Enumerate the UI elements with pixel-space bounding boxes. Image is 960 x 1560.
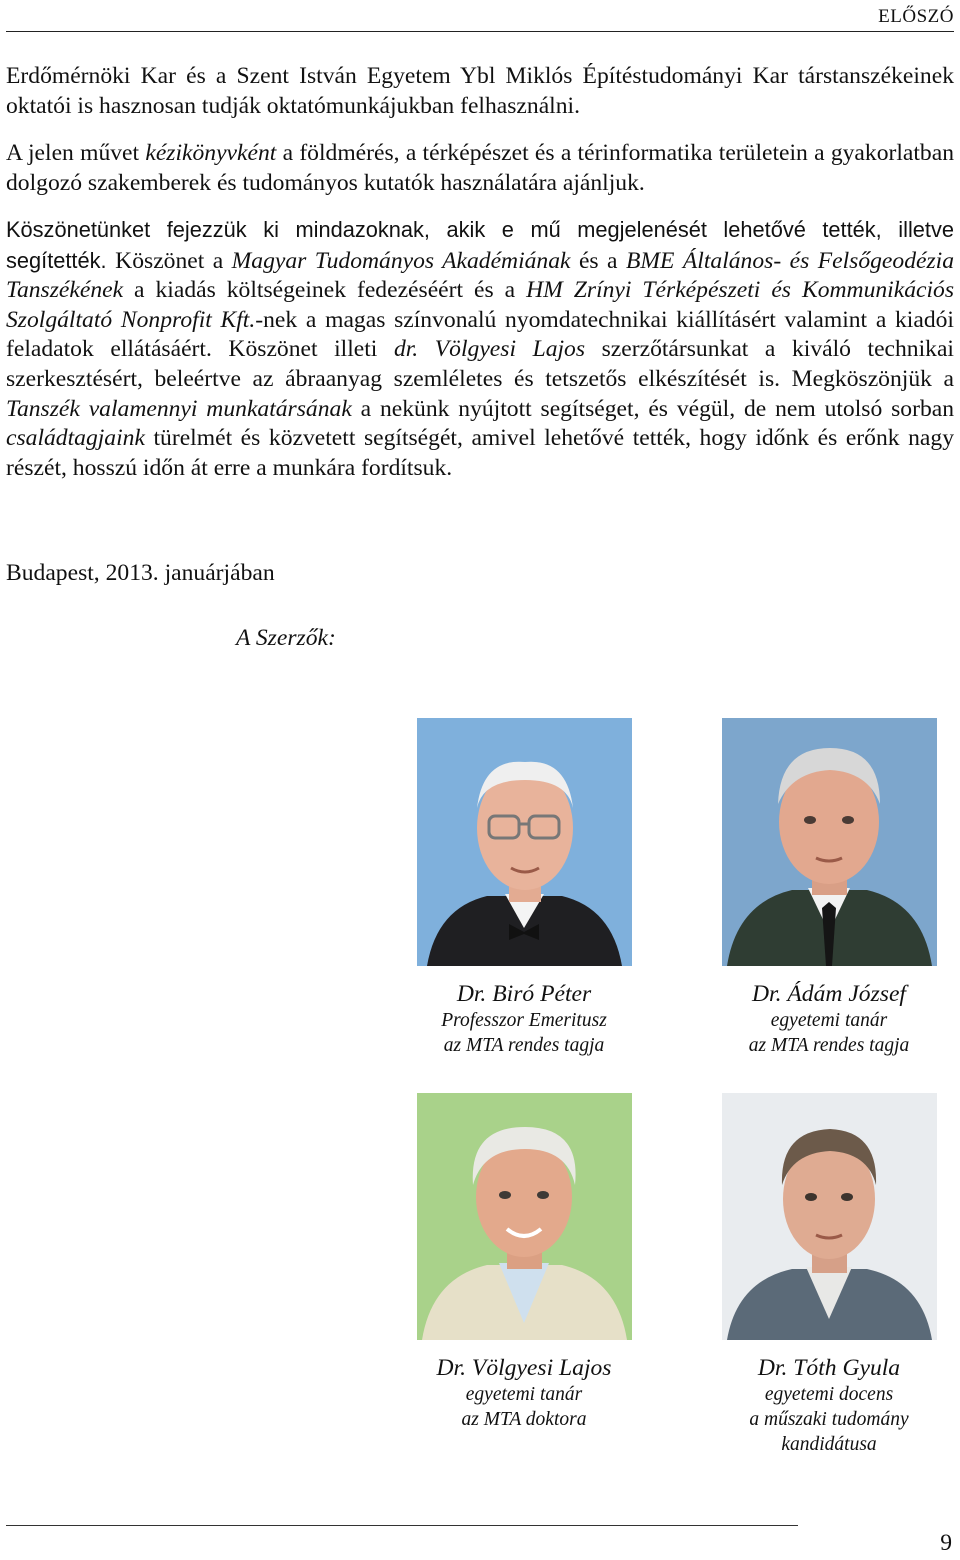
- p2-italic-handbook: kézikönyvként: [145, 140, 277, 166]
- p2-text-a: A jelen művet: [6, 140, 146, 166]
- authors-label: A Szerzők:: [236, 625, 336, 651]
- paragraph-1: Erdőmérnöki Kar és a Szent István Egyetem Ybl Miklós Építéstudományi Kar társtanszékeinek oktatói is hasznosan tudják oktatómunkájukban felhasználni.: [6, 63, 954, 119]
- author-caption-2: [689, 980, 960, 1058]
- author-photo-3: [417, 1093, 632, 1340]
- author-name: Dr. Völgyesi Lajos: [436, 1355, 612, 1381]
- author-caption-1: [384, 980, 664, 1058]
- p3-text-f: a kiadás költségeinek fedezéséért és a: [123, 277, 527, 304]
- author-membership: a műszaki tudomány: [749, 1409, 909, 1430]
- header-rule: [6, 31, 954, 32]
- p3-italic-mta: Magyar Tudományos Akadémiának: [231, 247, 571, 274]
- p3-italic-volgyesi: dr. Völgyesi Lajos: [393, 336, 586, 363]
- page-number: 9: [940, 1530, 952, 1556]
- p3-italic-bme: BME Általános- és Felsőgeodézia Tanszékének: [6, 247, 954, 304]
- author-name: Dr. Biró Péter: [456, 981, 592, 1007]
- author-membership: az MTA doktora: [461, 1409, 587, 1430]
- place-date: Budapest, 2013. januárjában: [6, 560, 275, 586]
- running-head: ELŐSZÓ: [878, 6, 954, 27]
- p3-text-h: -nek a magas színvonalú nyomdatechnikai kiállításért valamint a kiadói feladatok ellátásáért. Köszönet illeti: [6, 306, 954, 363]
- p3-text-n: türelmét és közvetett segítségét, amivel lehetővé tették, hogy időnk és erőnk nagy részét, hosszú időn át erre a munkára fordítsuk.: [6, 425, 954, 481]
- author-title: egyetemi tanár: [465, 1384, 583, 1405]
- p3-text-j: szerzőtársunkat a kiváló technikai szerkesztésért, beleértve az ábraanyag szemléletes és tetszetős elkészítését is. Megköszönjük a: [6, 336, 954, 392]
- paragraph-3: [6, 215, 954, 483]
- author-title: egyetemi docens: [764, 1384, 894, 1405]
- p3-text-l: a nekünk nyújtott segítséget, és végül, de nem utolsó sorban: [351, 395, 955, 422]
- author-photo-2: [722, 718, 937, 966]
- author-membership: az MTA rendes tagja: [748, 1035, 910, 1056]
- author-title: Professzor Emeritusz: [441, 1010, 607, 1031]
- p3-text-b: Köszönet a: [115, 247, 232, 274]
- author-caption-3: [384, 1354, 664, 1432]
- author-membership: az MTA rendes tagja: [443, 1035, 605, 1056]
- author-title: egyetemi tanár: [770, 1010, 888, 1031]
- p3-text-d: és a: [570, 247, 626, 274]
- author-name: Dr. Ádám József: [751, 981, 906, 1007]
- p3-italic-hm: HM Zrínyi Térképészeti és Kommunikációs Szolgáltató Nonprofit Kft.: [6, 277, 955, 333]
- p2-text-c: a földmérés, a térképészet és a térinformatika területein a gyakorlatban dolgozó szakemberek és tudományos kutatók használatára ajánljuk.: [6, 140, 954, 196]
- footer-rule: [6, 1525, 798, 1526]
- author-name: Dr. Tóth Gyula: [757, 1355, 901, 1381]
- author-photo-4: [722, 1093, 937, 1340]
- author-caption-4: [689, 1354, 960, 1457]
- p3-italic-staff: Tanszék valamennyi munkatársának: [6, 395, 352, 422]
- author-degree: kandidátusa: [781, 1434, 877, 1455]
- author-photo-1: [417, 718, 632, 966]
- p3-italic-family: családtagjaink: [6, 425, 145, 452]
- paragraph-2: [6, 139, 954, 198]
- p3-text-a: Köszönetünket fejezzük ki mindazoknak, akik e mű megjelenését lehetővé tették, illetve segítették.: [6, 217, 954, 273]
